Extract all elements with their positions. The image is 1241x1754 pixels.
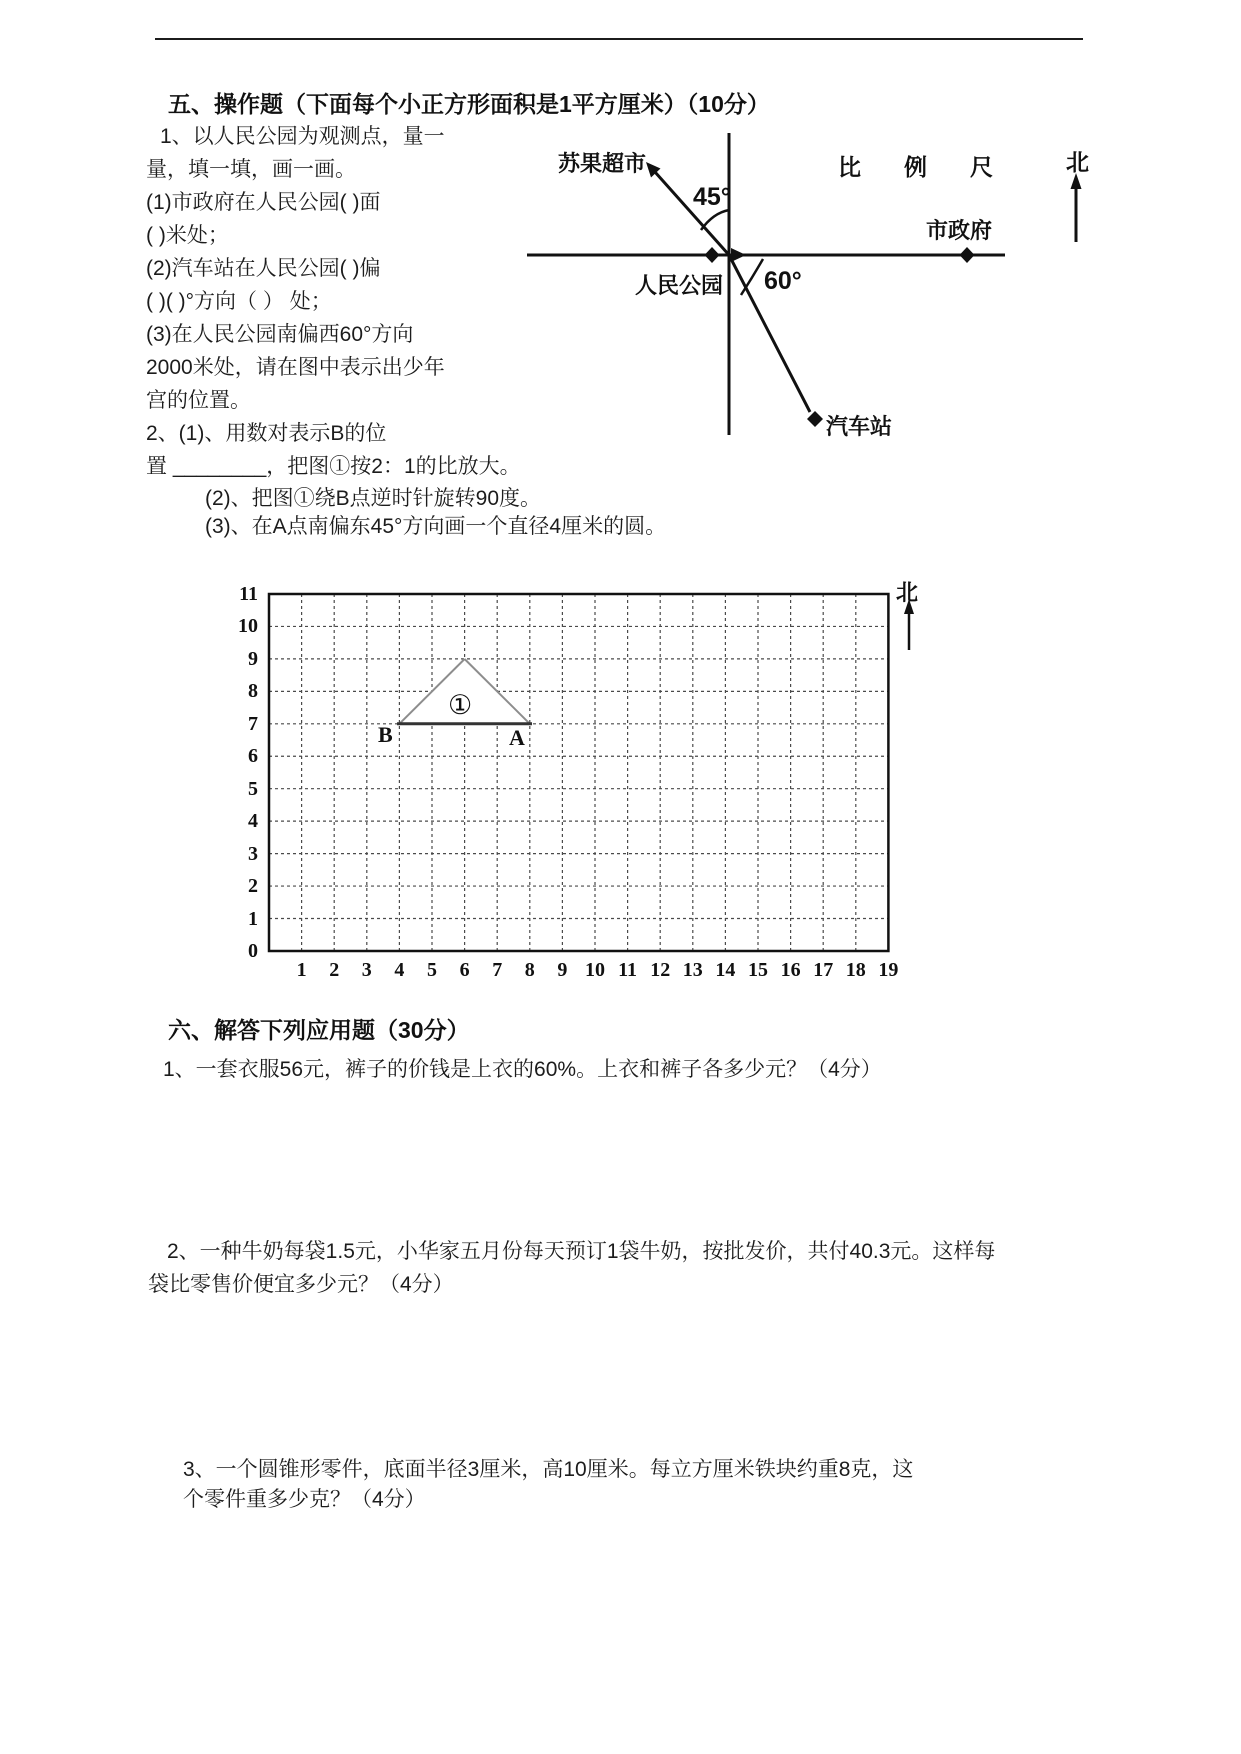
section6-title: 六、解答下列应用题（30分） xyxy=(168,1017,470,1043)
coordinate-grid xyxy=(269,594,888,951)
grid-x-label: 11 xyxy=(618,958,638,981)
s6-q1: 1、一套衣服56元，裤子的价钱是上衣的60%。上衣和裤子各多少元？（4分） xyxy=(163,1058,882,1081)
park-label: 人民公园 xyxy=(635,273,724,298)
s5-line-7: (3)在人民公园南偏西60°方向 xyxy=(146,323,414,346)
grid-north-label: 北 xyxy=(896,580,919,605)
grid-x-label: 19 xyxy=(878,958,899,981)
grid-x-label: 4 xyxy=(394,958,405,981)
station-label: 汽车站 xyxy=(826,414,893,439)
angle-45-label: 45° xyxy=(693,183,731,211)
angle-60-arc xyxy=(741,259,763,295)
s5-line-12: (2)、把图①绕B点逆时针旋转90度。 xyxy=(205,487,542,510)
park-diamond-marker xyxy=(705,247,720,263)
grid-y-label: 0 xyxy=(248,939,258,962)
grid-x-label: 3 xyxy=(361,958,372,981)
government-label: 市政府 xyxy=(926,218,993,243)
s5-line-10: 2、(1)、用数对表示B的位 xyxy=(146,422,387,445)
grid-x-label: 13 xyxy=(682,958,703,981)
grid-x-label: 14 xyxy=(715,958,736,981)
grid-y-label: 7 xyxy=(248,712,258,735)
s6-q2-line1: 2、一种牛奶每袋1.5元，小华家五月份每天预订1袋牛奶，按批发价，共付40.3元。这样每 xyxy=(167,1240,996,1263)
triangle-vertex-b-label: B xyxy=(378,722,393,747)
compass-north-label: 北 xyxy=(1066,149,1089,175)
grid-y-label: 9 xyxy=(248,647,258,670)
grid-x-label: 7 xyxy=(492,958,503,981)
grid-x-label: 9 xyxy=(557,958,568,981)
s5-line-6: ( )( )°方向（ ） 处； xyxy=(146,290,332,313)
grid-x-label: 17 xyxy=(813,958,834,981)
grid-x-label: 16 xyxy=(780,958,801,981)
grid-x-label: 5 xyxy=(427,958,437,981)
grid-y-label: 2 xyxy=(248,875,258,898)
s5-line-2: 量，填一填，画一画。 xyxy=(146,158,356,181)
s5-line-11: 置 ________，把图①按2：1的比放大。 xyxy=(146,455,521,478)
grid-y-label: 8 xyxy=(248,680,258,703)
grid-x-label: 10 xyxy=(585,958,605,981)
grid-x-label: 8 xyxy=(524,958,535,981)
s5-line-13: (3)、在A点南偏东45°方向画一个直径4厘米的圆。 xyxy=(205,515,667,538)
grid-x-label: 12 xyxy=(650,958,671,981)
grid-y-label: 11 xyxy=(239,583,258,605)
s5-line-4: ( )米处； xyxy=(146,224,229,247)
grid-x-label: 1 xyxy=(296,958,307,981)
grid-y-label: 6 xyxy=(248,745,258,768)
grid-y-label: 3 xyxy=(248,842,258,865)
grid-y-label: 4 xyxy=(248,810,258,833)
grid-y-label: 5 xyxy=(248,777,258,800)
scale-ruler-label: 比例尺 xyxy=(838,154,1036,180)
grid-x-label: 18 xyxy=(845,958,866,981)
s6-q2-line2: 袋比零售价便宜多少元？（4分） xyxy=(148,1273,454,1296)
triangle-number-label: ① xyxy=(448,690,473,720)
s6-q3-line2: 个零件重多少克？（4分） xyxy=(183,1488,426,1511)
s5-line-5: (2)汽车站在人民公园( )偏 xyxy=(146,257,381,280)
section5-title: 五、操作题（下面每个小正方形面积是1平方厘米）（10分） xyxy=(168,91,770,117)
triangle-vertex-a-label: A xyxy=(509,725,525,750)
government-diamond-marker xyxy=(960,247,975,263)
grid-x-label: 15 xyxy=(748,958,768,981)
grid-y-label: 1 xyxy=(248,907,258,930)
supermarket-label: 苏果超市 xyxy=(558,151,647,176)
grid-border xyxy=(269,594,888,951)
grid-x-label: 2 xyxy=(329,958,340,981)
center-right-arrowhead-icon xyxy=(731,248,746,262)
s5-line-8: 2000米处，请在图中表示出少年 xyxy=(146,356,445,379)
station-diamond-marker xyxy=(807,411,823,427)
s5-line-1: 1、以人民公园为观测点，量一 xyxy=(160,125,445,148)
s6-q3-line1: 3、一个圆锥形零件，底面半径3厘米，高10厘米。每立方厘米铁块约重8克，这 xyxy=(183,1458,914,1481)
s5-line-3: (1)市政府在人民公园( )面 xyxy=(146,191,381,214)
grid-y-label: 10 xyxy=(238,615,258,638)
grid-x-label: 6 xyxy=(459,958,470,981)
s5-line-9: 宫的位置。 xyxy=(146,389,251,412)
angle-60-label: 60° xyxy=(764,267,802,295)
